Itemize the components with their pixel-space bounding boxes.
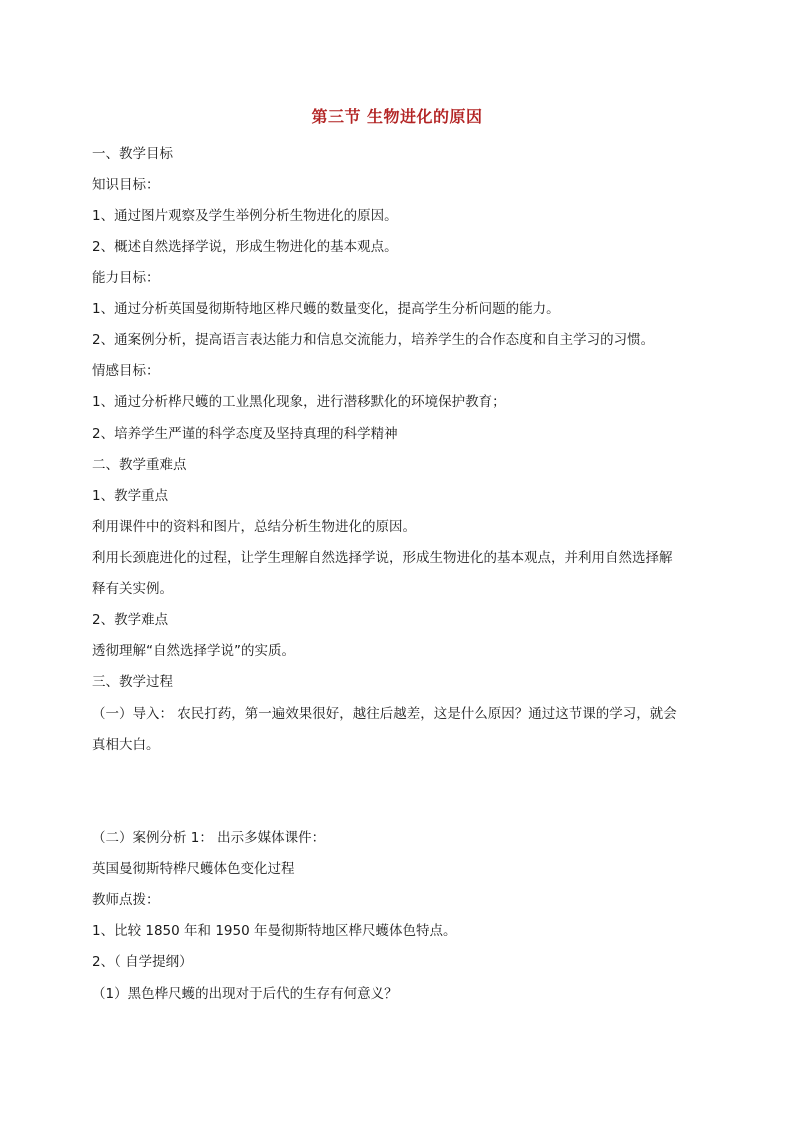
paragraph-line: 1、通过分析英国曼彻斯特地区桦尺蠖的数量变化，提高学生分析问题的能力。 xyxy=(92,301,560,317)
subheading-key-point: 1、教学重点 xyxy=(92,488,169,504)
paragraph-line: 1、通过分析桦尺蠖的工业黑化现象，进行潜移默化的环境保护教育； xyxy=(92,394,506,410)
paragraph-line: 利用长颈鹿进化的过程，让学生理解自然选择学说，形成生物进化的基本观点，并利用自然选择解 xyxy=(92,550,673,566)
section-heading-objectives: 一、教学目标 xyxy=(92,146,173,162)
section-heading-process: 三、教学过程 xyxy=(92,674,173,690)
subheading-emotion: 情感目标： xyxy=(92,363,160,379)
paragraph-line: （二）案例分析 1： 出示多媒体课件： xyxy=(92,830,326,846)
paragraph-line: 利用课件中的资料和图片，总结分析生物进化的原因。 xyxy=(92,519,416,535)
subheading-difficulty: 2、教学难点 xyxy=(92,612,169,628)
section-heading-key-points: 二、教学重难点 xyxy=(92,457,187,473)
paragraph-line: （一）导入： 农民打药，第一遍效果很好，越往后越差，这是什么原因？通过这节课的学习，就会 xyxy=(92,706,677,722)
paragraph-line: 透彻理解“自然选择学说”的实质。 xyxy=(92,643,295,659)
paragraph-line: 2、（ 自学提纲） xyxy=(92,954,193,970)
paragraph-line: 真相大白。 xyxy=(92,737,160,753)
paragraph-line: 释有关实例。 xyxy=(92,581,173,597)
paragraph-line: 2、通案例分析，提高语言表达能力和信息交流能力，培养学生的合作态度和自主学习的习惯。 xyxy=(92,332,655,348)
subheading-knowledge: 知识目标： xyxy=(92,177,160,193)
paragraph-line: 教师点拨： xyxy=(92,892,160,908)
paragraph-line: 2、培养学生严谨的科学态度及坚持真理的科学精神 xyxy=(92,426,398,442)
paragraph-line: 2、概述自然选择学说，形成生物进化的基本观点。 xyxy=(92,239,398,255)
paragraph-line: 1、比较 1850 年和 1950 年曼彻斯特地区桦尺蠖体色特点。 xyxy=(92,923,457,939)
paragraph-line: 1、通过图片观察及学生举例分析生物进化的原因。 xyxy=(92,208,398,224)
subheading-ability: 能力目标： xyxy=(92,270,160,286)
page-title: 第三节 生物进化的原因 xyxy=(311,107,483,126)
paragraph-line: 英国曼彻斯特桦尺蠖体色变化过程 xyxy=(92,861,295,877)
paragraph-line: （1）黑色桦尺蠖的出现对于后代的生存有何意义？ xyxy=(92,986,398,1002)
